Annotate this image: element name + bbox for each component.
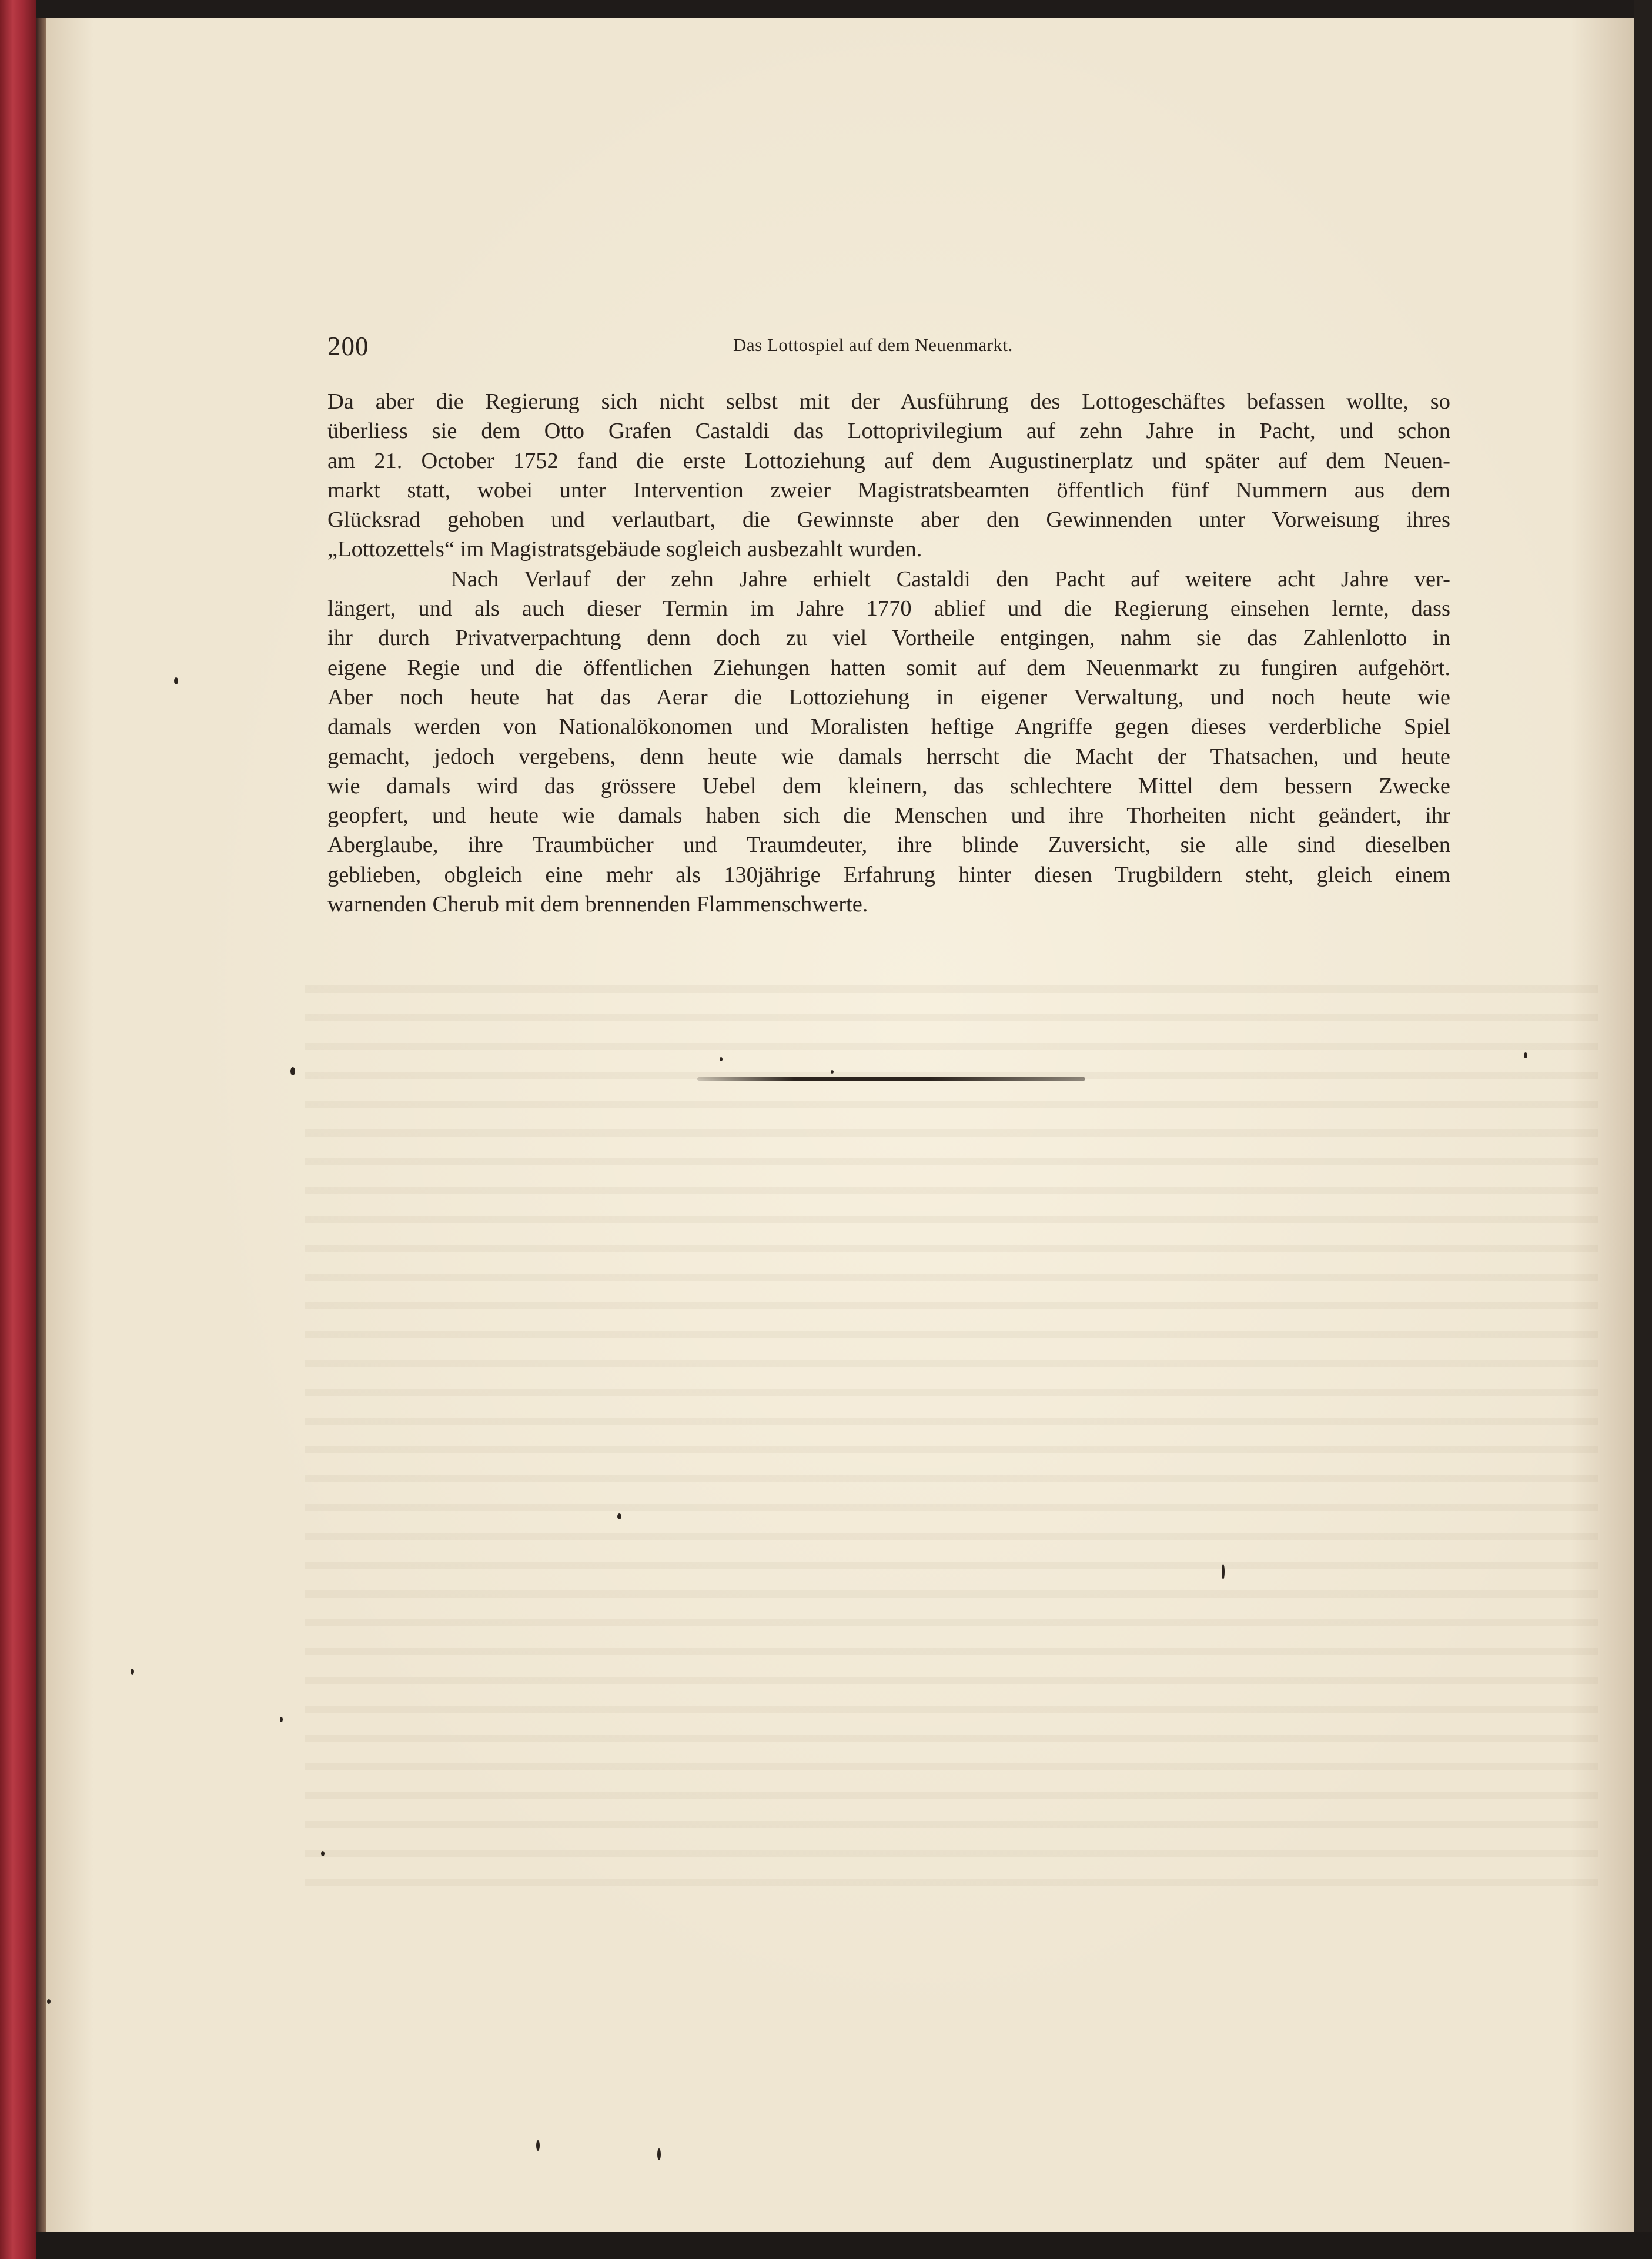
ink-speck <box>280 1717 283 1722</box>
ink-speck <box>174 677 178 684</box>
book-binding-edge <box>0 0 36 2259</box>
ink-speck <box>1524 1052 1527 1058</box>
text-line: ihr durch Privatverpachtung denn doch zu viel Vortheile entgingen, nahm sie das Zahlenlotto in <box>327 626 1450 651</box>
ink-speck <box>831 1070 834 1074</box>
text-line: längert, und als auch dieser Termin im Jahre 1770 ablief und die Regierung einsehen lernte, dass <box>327 596 1450 621</box>
page-gutter-shadow <box>36 0 46 2259</box>
text-line: gemacht, jedoch vergebens, denn heute wie damals herrscht die Macht der Thatsachen, und heute <box>327 744 1450 769</box>
ink-speck <box>290 1067 295 1075</box>
running-title: Das Lottospiel auf dem Neuenmarkt. <box>733 335 1013 355</box>
text-line: geopfert, und heute wie damals haben sich die Menschen und ihre Thorheiten nicht geändert, ihr <box>327 803 1450 828</box>
text-line: überliess sie dem Otto Grafen Castaldi das Lottoprivilegium auf zehn Jahre in Pacht, und schon <box>327 419 1450 444</box>
ink-speck <box>321 1851 325 1856</box>
reverse-side-show-through <box>305 970 1598 1887</box>
text-line: eigene Regie und die öffentlichen Ziehungen hatten somit auf dem Neuenmarkt zu fungiren aufgehört. <box>327 655 1450 680</box>
text-line: geblieben, obgleich eine mehr als 130jährige Erfahrung hinter diesen Trugbildern steht, gleich einem <box>327 862 1450 887</box>
ink-speck <box>131 1669 134 1675</box>
text-line: markt statt, wobei unter Intervention zweier Magistratsbeamten öffentlich fünf Nummern aus dem <box>327 477 1450 503</box>
page-header <box>327 331 1368 360</box>
text-line: Da aber die Regierung sich nicht selbst mit der Ausführung des Lottogeschäftes befassen wollte, so <box>327 389 1450 414</box>
scan-right-border <box>1634 0 1652 2259</box>
ink-speck <box>47 1999 51 2004</box>
text-line: Glücksrad gehoben und verlautbart, die Gewinnste aber den Gewinnenden unter Vorweisung ihres <box>327 507 1450 533</box>
text-line: Aber noch heute hat das Aerar die Lottoziehung in eigener Verwaltung, und noch heute wie <box>327 684 1450 710</box>
text-line: „Lottozettels“ im Magistratsgebäude sogleich ausbezahlt wurden. <box>327 537 922 562</box>
ink-speck <box>536 2140 540 2151</box>
text-line: warnenden Cherub mit dem brennenden Flammenschwerte. <box>327 892 868 917</box>
page-number: 200 <box>327 332 369 361</box>
ink-speck <box>657 2148 661 2160</box>
scan-bottom-border <box>36 2232 1652 2259</box>
text-line: Nach Verlauf der zehn Jahre erhielt Castaldi den Pacht auf weitere acht Jahre ver- <box>451 566 1450 592</box>
text-line: am 21. October 1752 fand die erste Lottoziehung auf dem Augustinerplatz und später auf dem Neuen- <box>327 448 1450 473</box>
ink-speck <box>1222 1564 1225 1579</box>
text-line: Aberglaube, ihre Traumbücher und Traumdeuter, ihre blinde Zuversicht, sie alle sind dieselben <box>327 833 1450 858</box>
body-text <box>327 387 1450 919</box>
ink-speck <box>617 1513 621 1519</box>
ink-speck <box>720 1057 723 1061</box>
section-end-rule <box>697 1077 1085 1081</box>
text-line: damals werden von Nationalökonomen und Moralisten heftige Angriffe gegen dieses verderbliche Spiel <box>327 714 1450 740</box>
text-line: wie damals wird das grössere Uebel dem kleinern, das schlechtere Mittel dem bessern Zwecke <box>327 773 1450 798</box>
scan-top-border <box>36 0 1652 18</box>
